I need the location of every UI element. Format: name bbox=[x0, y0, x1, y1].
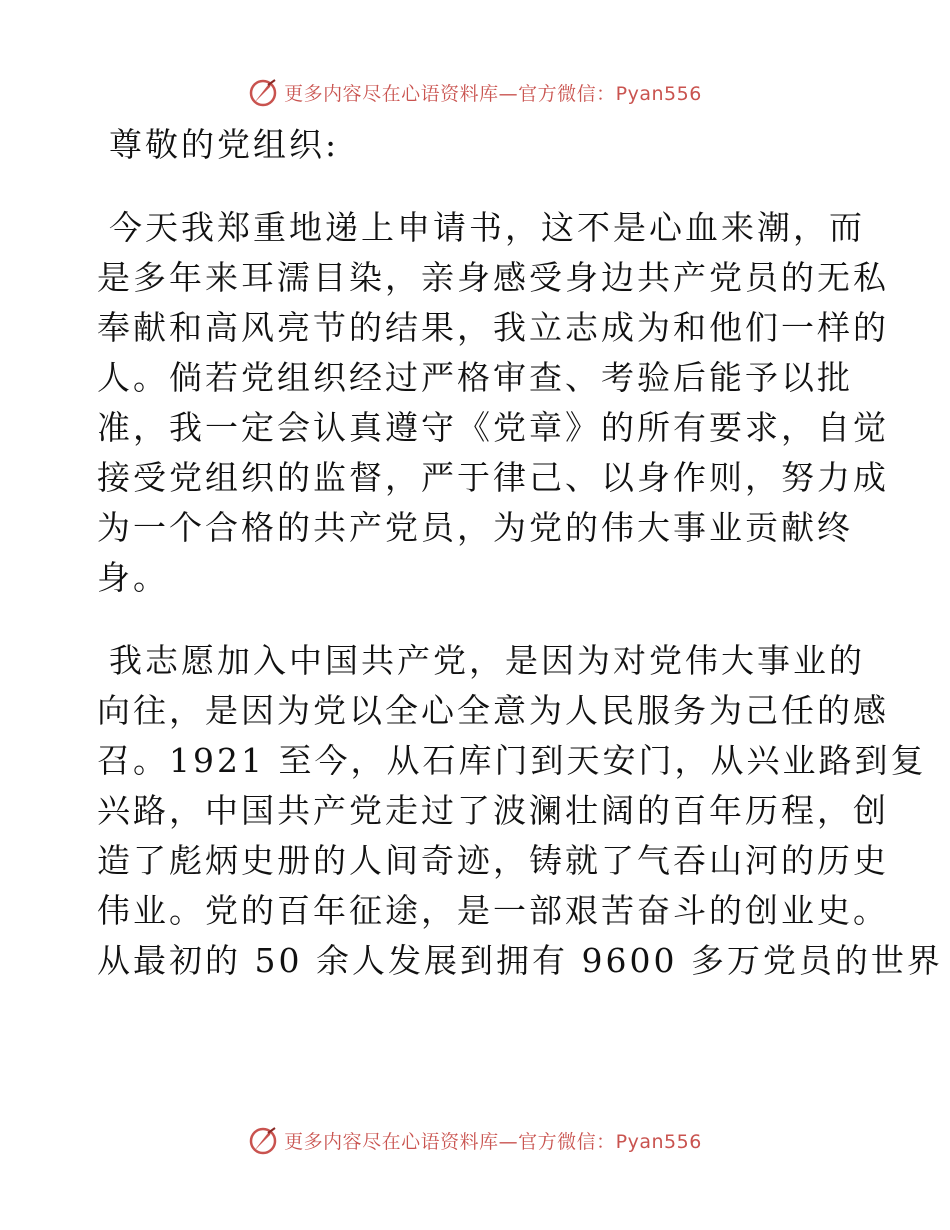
footer-banner-text: 更多内容尽在心语资料库—官方微信：Pyan556 bbox=[284, 1130, 702, 1153]
header-banner bbox=[0, 72, 950, 112]
footer-banner bbox=[0, 1120, 950, 1160]
paragraph-line: 召。1921 至今，从石库门到天安门，从兴业路到复 bbox=[97, 741, 927, 780]
paragraph-line: 向往，是因为党以全心全意为人民服务为己任的感 bbox=[97, 691, 889, 730]
paragraph-line: 是多年来耳濡目染，亲身感受身边共产党员的无私 bbox=[97, 258, 889, 297]
paragraph-line: 奉献和高风亮节的结果，我立志成为和他们一样的 bbox=[97, 308, 889, 347]
paragraph-line: 伟业。党的百年征途，是一部艰苦奋斗的创业史。 bbox=[97, 891, 889, 930]
salutation: 尊敬的党组织: bbox=[109, 125, 340, 164]
paragraph-line: 今天我郑重地递上申请书，这不是心血来潮，而 bbox=[109, 208, 865, 247]
quill-pen-logo-icon bbox=[248, 1125, 278, 1155]
paragraph-line: 兴路，中国共产党走过了波澜壮阔的百年历程，创 bbox=[97, 791, 889, 830]
document-body bbox=[97, 120, 943, 986]
paragraph-line: 准，我一定会认真遵守《党章》的所有要求，自觉 bbox=[97, 408, 889, 447]
header-banner-text: 更多内容尽在心语资料库—官方微信：Pyan556 bbox=[284, 82, 702, 105]
paragraph-line: 身。 bbox=[97, 558, 169, 597]
paragraph-line: 为一个合格的共产党员，为党的伟大事业贡献终 bbox=[97, 508, 853, 547]
paragraph-line: 人。倘若党组织经过严格审查、考验后能予以批 bbox=[97, 358, 853, 397]
paragraph-line: 造了彪炳史册的人间奇迹，铸就了气吞山河的历史 bbox=[97, 841, 889, 880]
paragraph-2 bbox=[97, 636, 943, 986]
paragraph-line: 从最初的 50 余人发展到拥有 9600 多万党员的世界 bbox=[97, 941, 943, 980]
paragraph-line: 我志愿加入中国共产党，是因为对党伟大事业的 bbox=[109, 641, 865, 680]
paragraph-1 bbox=[97, 203, 889, 603]
quill-pen-logo-icon bbox=[248, 77, 278, 107]
paragraph-line: 接受党组织的监督，严于律己、以身作则，努力成 bbox=[97, 458, 889, 497]
